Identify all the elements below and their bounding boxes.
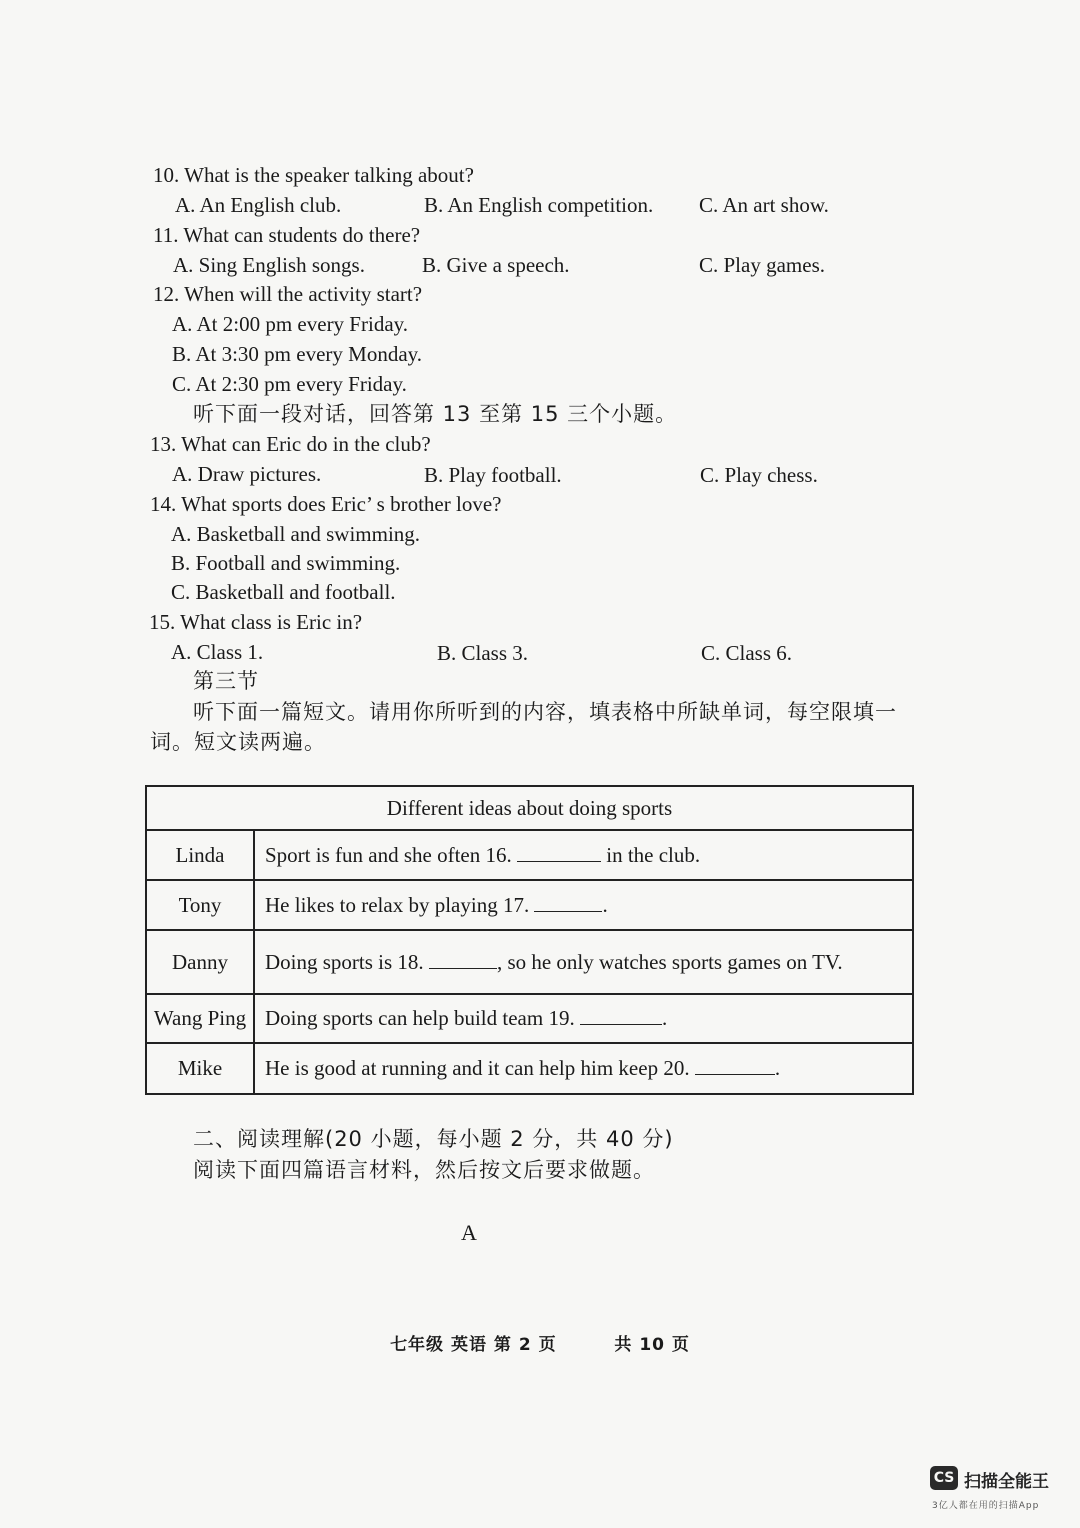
row-name: Wang Ping (146, 994, 254, 1043)
row-statement (254, 994, 913, 1043)
section-3-instruction-line2: 词。短文读两遍。 (150, 730, 326, 754)
page-footer (0, 1330, 1080, 1355)
statement-text-before: Doing sports is 18. (265, 949, 429, 974)
statement-text-before: He likes to relax by playing 17. (265, 892, 535, 917)
question-13-option-c: C. Play chess. (700, 463, 818, 487)
row-name: Danny (146, 930, 254, 994)
question-11-stem: 11. What can students do there? (153, 223, 421, 247)
question-12-option-c: C. At 2:30 pm every Friday. (172, 372, 407, 396)
passage-label: A (461, 1220, 477, 1245)
answer-blank-18[interactable] (429, 954, 497, 969)
statement-text-after: , so he only watches sports games on TV. (496, 949, 843, 974)
statement-text-before: He is good at running and it can help him keep 20. (265, 1056, 695, 1080)
footer-total-pages: 共 10 页 (614, 1335, 690, 1355)
sports-ideas-table (145, 785, 914, 1095)
statement-text-after: . (661, 1006, 668, 1030)
question-14-option-b: B. Football and swimming. (171, 551, 401, 575)
question-15-option-b: B. Class 3. (437, 641, 529, 665)
section-3-instruction-line1: 听下面一篇短文。请用你所听到的内容，填表格中所缺单词，每空限填一 (193, 700, 897, 724)
row-statement (254, 880, 913, 930)
answer-blank-19[interactable] (580, 1010, 662, 1025)
table-row (146, 930, 913, 994)
question-13-option-a: A. Draw pictures. (172, 462, 322, 486)
statement-text-before: Sport is fun and she often 16. (265, 842, 517, 867)
question-14-option-c: C. Basketball and football. (171, 580, 396, 604)
row-name: Tony (146, 880, 254, 930)
statement-text-after: . (602, 892, 608, 917)
table-row (146, 1043, 913, 1094)
question-10-option-a: A. An English club. (175, 193, 342, 217)
row-statement (254, 830, 913, 880)
question-13-option-b: B. Play football. (424, 463, 562, 487)
table-title: Different ideas about doing sports (146, 786, 913, 830)
watermark-slogan: 3亿人都在用的扫描App (932, 1501, 1040, 1511)
table-row (146, 880, 913, 930)
question-11-option-a: A. Sing English songs. (173, 253, 365, 277)
question-12-option-a: A. At 2:00 pm every Friday. (172, 312, 409, 336)
reading-heading: 二、阅读理解(20 小题，每小题 2 分，共 40 分) (193, 1127, 674, 1151)
question-12-option-b: B. At 3:30 pm every Monday. (172, 342, 423, 366)
instruction-13-15: 听下面一段对话，回答第 13 至第 15 三个小题。 (193, 402, 678, 426)
question-10-option-b: B. An English competition. (424, 193, 654, 217)
table-row (146, 830, 913, 880)
camscanner-logo-icon: CS (930, 1466, 958, 1490)
question-11-option-c: C. Play games. (699, 253, 825, 277)
table-row (146, 994, 913, 1043)
question-14-stem: 14. What sports does Eric’ s brother love? (150, 492, 502, 516)
question-13-stem: 13. What can Eric do in the club? (150, 432, 431, 456)
watermark-name: 扫描全能王 (964, 1472, 1049, 1492)
answer-blank-20[interactable] (695, 1060, 775, 1075)
question-15-option-a: A. Class 1. (171, 640, 264, 664)
row-name: Linda (146, 830, 254, 880)
statement-text-after: . (774, 1056, 781, 1080)
section-3-heading: 第三节 (193, 669, 259, 693)
question-14-option-a: A. Basketball and swimming. (171, 522, 421, 546)
question-15-option-c: C. Class 6. (701, 641, 793, 665)
question-10-stem: 10. What is the speaker talking about? (153, 163, 474, 187)
table-header-row (146, 786, 913, 830)
question-11-option-b: B. Give a speech. (422, 253, 570, 277)
answer-blank-17[interactable] (534, 897, 602, 912)
row-name: Mike (146, 1043, 254, 1094)
question-15-stem: 15. What class is Eric in? (149, 610, 363, 634)
statement-text-before: Doing sports can help build team 19. (265, 1006, 580, 1030)
reading-instruction: 阅读下面四篇语言材料，然后按文后要求做题。 (193, 1158, 655, 1182)
question-12-stem: 12. When will the activity start? (153, 282, 423, 306)
row-statement (254, 1043, 913, 1094)
question-10-option-c: C. An art show. (699, 193, 829, 217)
statement-text-after: in the club. (600, 842, 701, 867)
answer-blank-16[interactable] (517, 847, 601, 862)
footer-page-info: 七年级 英语 第 2 页 (390, 1335, 557, 1355)
scanner-watermark (930, 1466, 1070, 1516)
row-statement (254, 930, 913, 994)
